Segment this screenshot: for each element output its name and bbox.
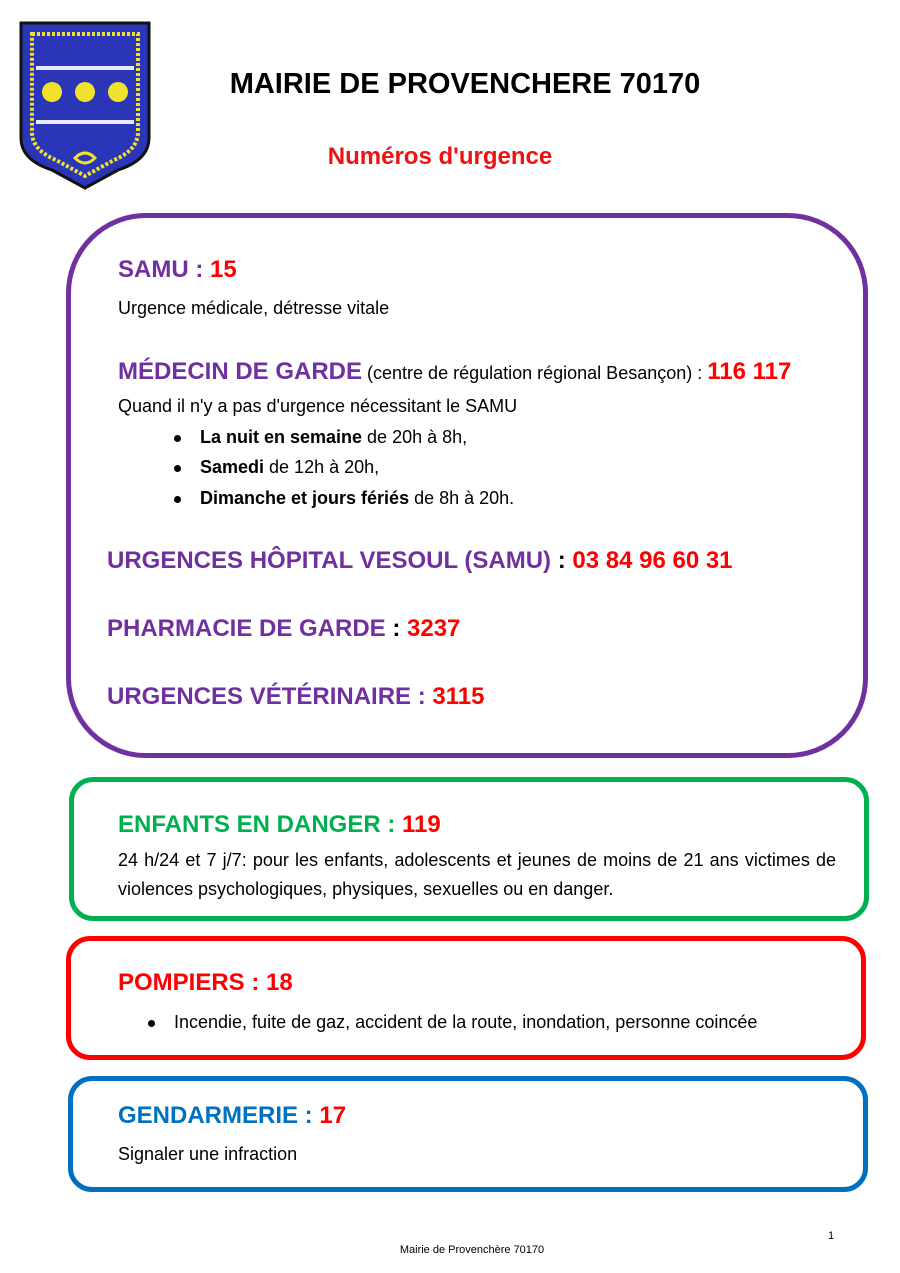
bullet-icon <box>174 435 181 442</box>
pompiers-heading: POMPIERS : 18 <box>118 969 293 996</box>
enfants-description: 24 h/24 et 7 j/7: pour les enfants, adolescents et jeunes de moins de 21 ans victimes de violences psychologiques, physiques, sexuelles ou en danger. <box>118 850 836 899</box>
veterinaire-number[interactable]: 3115 <box>432 683 485 710</box>
medecin-label: MÉDECIN DE GARDE <box>118 358 363 385</box>
page-subtitle: Numéros d'urgence <box>327 143 553 170</box>
hopital-number[interactable]: 03 84 96 60 31 <box>572 547 733 574</box>
page-number: 1 <box>828 1230 835 1242</box>
medecin-note: (centre de régulation régional Besançon) : <box>362 363 708 383</box>
gendarmerie-label: GENDARMERIE : <box>118 1102 320 1129</box>
samu-number[interactable]: 15 <box>210 256 237 283</box>
medecin-bullet-item: Samedi de 12h à 20h, <box>200 457 380 477</box>
enfants-number[interactable]: 119 <box>402 811 441 838</box>
bullet-icon <box>174 465 181 472</box>
enfants-label: ENFANTS EN DANGER : <box>118 811 403 838</box>
bullet-icon <box>148 1020 155 1027</box>
samu-heading <box>118 256 237 284</box>
page-footer: Mairie de Provenchère 70170 <box>399 1244 545 1256</box>
bullet-icon <box>174 496 181 503</box>
hopital-heading: URGENCES HÔPITAL VESOUL (SAMU) : 03 84 96 60 31 <box>107 547 733 574</box>
veterinaire-label: URGENCES VÉTÉRINAIRE : <box>107 683 433 710</box>
pompiers-bullet-item: Incendie, fuite de gaz, accident de la route, inondation, personne coincée <box>174 1012 758 1032</box>
page-title: MAIRIE DE PROVENCHERE 70170 <box>229 68 701 100</box>
gendarmerie-number[interactable]: 17 <box>319 1102 347 1129</box>
samu-label: SAMU : <box>118 256 210 283</box>
gendarmerie-heading <box>118 1102 346 1130</box>
medecin-bullet-item: La nuit en semaine de 20h à 8h, <box>200 427 468 447</box>
pharmacie-heading: PHARMACIE DE GARDE : 3237 <box>107 615 461 642</box>
medecin-bullet-item: Dimanche et jours fériés de 8h à 20h. <box>200 488 515 508</box>
gendarmerie-box <box>68 1076 868 1192</box>
samu-description: Urgence médicale, détresse vitale <box>118 298 390 318</box>
coat-of-arms-icon <box>18 20 152 192</box>
enfants-heading <box>118 811 441 839</box>
firefighters-box <box>66 936 866 1060</box>
veterinaire-heading <box>107 683 484 711</box>
medecin-number[interactable]: 116 117 <box>707 358 792 385</box>
pharmacie-number[interactable]: 3237 <box>407 615 461 642</box>
gendarmerie-description: Signaler une infraction <box>118 1144 298 1164</box>
pharmacie-label: PHARMACIE DE GARDE <box>107 615 386 642</box>
medical-emergencies-box <box>66 213 868 758</box>
hopital-label: URGENCES HÔPITAL VESOUL (SAMU) <box>107 547 552 574</box>
medecin-description: Quand il n'y a pas d'urgence nécessitant le SAMU <box>118 396 518 416</box>
medecin-heading <box>118 358 791 386</box>
